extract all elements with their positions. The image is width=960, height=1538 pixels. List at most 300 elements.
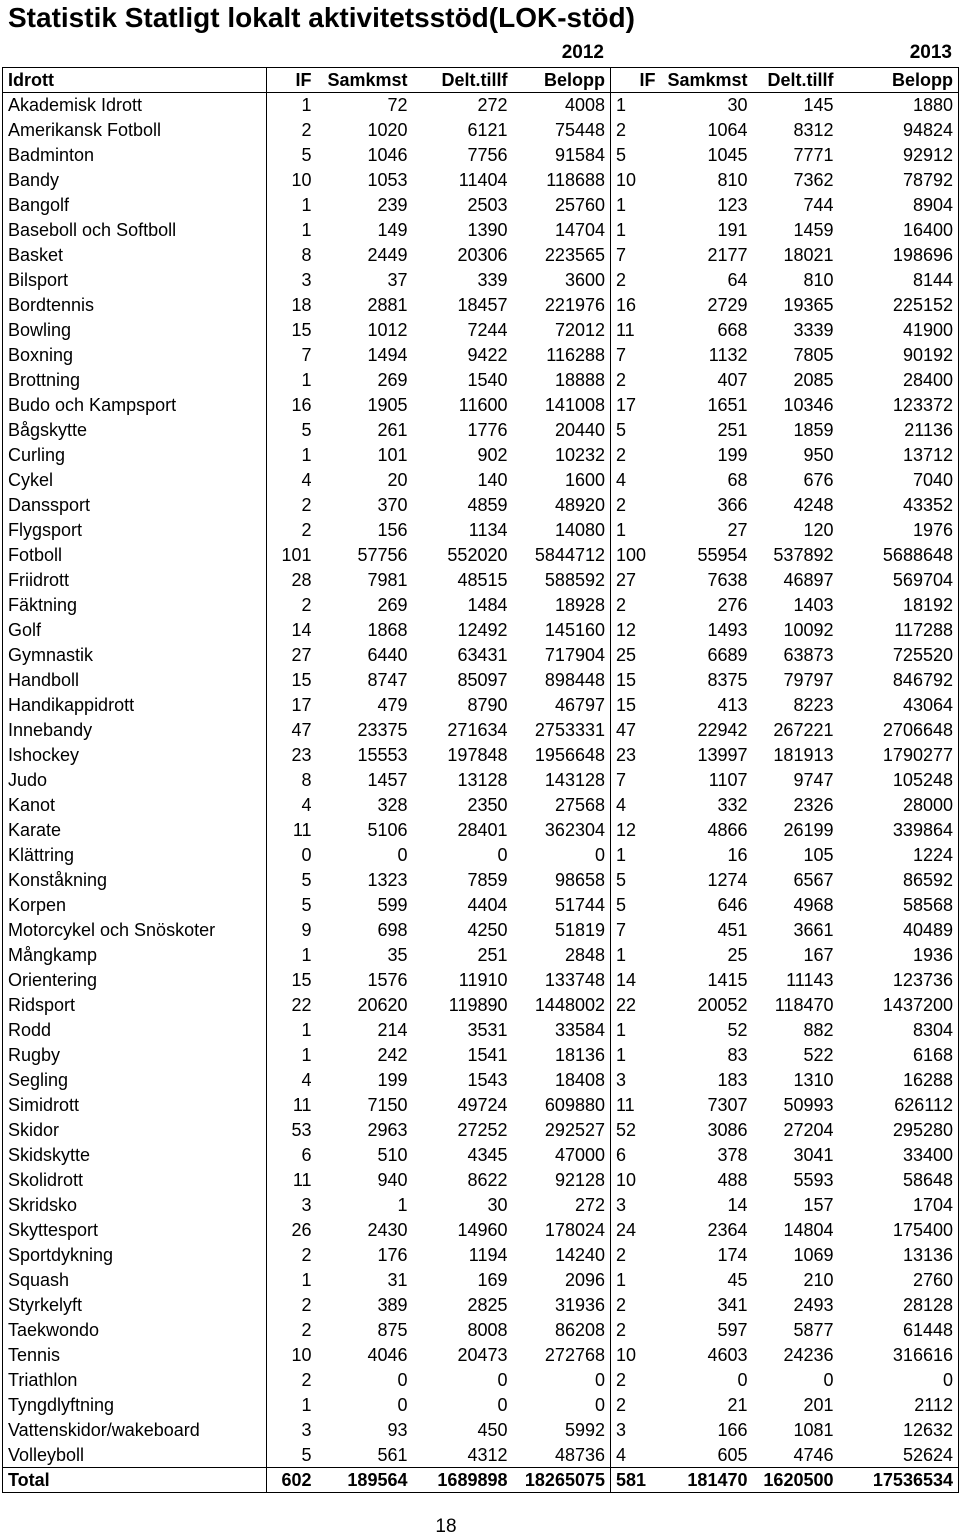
value-cell: 1323 [367,870,408,890]
total-value-cell: 17536534 [839,1468,959,1493]
total-value-cell: 602 [267,1468,317,1493]
value-cell: 902 [477,445,508,465]
table-row [3,768,959,793]
sport-name-cell: Fäktning [3,593,267,618]
value-cell: 2 [616,1245,627,1265]
value-cell: 175400 [839,1218,959,1243]
column-header: Samkmst [661,68,753,93]
value-cell: 1020 [367,120,408,140]
value-cell: 46797 [513,693,611,718]
value-cell: 40489 [839,918,959,943]
value-cell: 1976 [839,518,959,543]
value-cell: 16 [291,395,312,415]
column-header: Delt.tillf [413,68,513,93]
value-cell: 269 [377,370,408,390]
value-cell: 0 [737,1370,748,1390]
value-cell: 10 [616,1170,637,1190]
value-cell: 4 [616,1444,627,1465]
table-row [3,1068,959,1093]
value-cell: 199 [377,1070,408,1090]
value-cell: 1 [301,1020,312,1040]
value-cell: 810 [717,170,748,190]
value-cell: 2350 [467,795,508,815]
table-row [3,418,959,443]
value-cell: 8622 [467,1170,508,1190]
sport-name-cell: Kanot [3,793,267,818]
sport-name-cell: Basket [3,243,267,268]
value-cell: 18021 [783,245,834,265]
value-cell: 1390 [467,220,508,240]
sport-name-cell: Squash [3,1268,267,1293]
value-cell: 41900 [839,318,959,343]
value-cell: 18888 [513,368,611,393]
value-cell: 15553 [357,745,408,765]
sport-name-cell: Friidrott [3,568,267,593]
value-cell: 24236 [783,1345,834,1365]
value-cell: 2 [301,1320,312,1340]
value-cell: 1576 [367,970,408,990]
table-row [3,593,959,618]
table-row [3,1443,959,1468]
value-cell: 145 [803,95,834,116]
value-cell: 2848 [513,943,611,968]
value-cell: 14080 [513,518,611,543]
value-cell: 5 [301,420,312,440]
table-row [3,368,959,393]
value-cell: 43064 [839,693,959,718]
value-cell: 537892 [773,545,834,565]
table-row [3,468,959,493]
table-row [3,393,959,418]
value-cell: 1704 [839,1193,959,1218]
year-2012-label: 2012 [561,42,604,63]
table-row [3,1168,959,1193]
value-cell: 2096 [513,1268,611,1293]
value-cell: 717904 [513,643,611,668]
value-cell: 10092 [783,620,834,640]
value-cell: 8904 [839,193,959,218]
sport-name-cell: Handboll [3,668,267,693]
value-cell: 2729 [707,295,748,315]
column-header: Belopp [513,68,611,93]
value-cell: 1 [301,1045,312,1065]
value-cell: 1493 [707,620,748,640]
value-cell: 11143 [786,970,834,990]
value-cell: 810 [803,270,834,290]
value-cell: 4250 [467,920,508,940]
value-cell: 4345 [467,1145,508,1165]
value-cell: 451 [717,920,748,940]
value-cell: 20473 [457,1345,508,1365]
value-cell: 261 [377,420,408,440]
table-row [3,1418,959,1443]
value-cell: 378 [717,1145,748,1165]
value-cell: 223565 [513,243,611,268]
value-cell: 47 [291,720,312,740]
value-cell: 2825 [467,1295,508,1315]
table-row [3,643,959,668]
table-body [3,93,959,1493]
value-cell: 8312 [793,120,834,140]
value-cell: 362304 [513,818,611,843]
value-cell: 1543 [467,1070,508,1090]
value-cell: 8304 [839,1018,959,1043]
value-cell: 4 [301,1070,312,1090]
value-cell: 7 [616,345,627,365]
table-row [3,1043,959,1068]
table-row [3,818,959,843]
value-cell: 3339 [793,320,834,340]
value-cell: 1132 [708,345,748,365]
value-cell: 197848 [447,745,508,765]
value-cell: 11600 [458,395,508,415]
sport-name-cell: Handikappidrott [3,693,267,718]
value-cell: 3531 [467,1020,508,1040]
table-row [3,793,959,818]
sport-name-cell: Amerikansk Fotboll [3,118,267,143]
value-cell: 599 [377,895,408,915]
value-cell: 16288 [839,1068,959,1093]
value-cell: 1776 [467,420,508,440]
value-cell: 1905 [367,395,408,415]
value-cell: 199 [717,445,748,465]
value-cell: 22 [291,995,312,1015]
value-cell: 597 [717,1320,748,1340]
value-cell: 33584 [513,1018,611,1043]
value-cell: 25 [616,645,637,665]
value-cell: 239 [377,195,408,215]
value-cell: 488 [717,1170,748,1190]
value-cell: 4008 [513,93,611,118]
sport-name-cell: Danssport [3,493,267,518]
value-cell: 1 [616,520,627,540]
value-cell: 7981 [367,570,408,590]
value-cell: 149 [377,220,408,240]
value-cell: 12492 [457,620,508,640]
column-header: Belopp [839,68,959,93]
value-cell: 17 [616,395,637,415]
value-cell: 0 [823,1370,834,1390]
value-cell: 450 [477,1420,508,1440]
value-cell: 48736 [513,1443,611,1468]
year-header [0,40,960,66]
value-cell: 214 [377,1020,408,1040]
value-cell: 72012 [513,318,611,343]
value-cell: 2 [616,495,627,515]
value-cell: 46897 [783,570,834,590]
sport-name-cell: Klättring [3,843,267,868]
table-row [3,1118,959,1143]
value-cell: 11910 [458,970,508,990]
total-label-cell: Total [3,1468,267,1493]
value-cell: 4046 [367,1345,408,1365]
value-cell: 5844712 [513,543,611,568]
sport-name-cell: Bordtennis [3,293,267,318]
sport-name-cell: Rodd [3,1018,267,1043]
value-cell: 16400 [839,218,959,243]
value-cell: 18192 [839,593,959,618]
value-cell: 2 [616,120,627,140]
value-cell: 510 [377,1145,408,1165]
value-cell: 27204 [783,1120,834,1140]
value-cell: 8 [301,245,312,265]
sport-name-cell: Korpen [3,893,267,918]
table-row [3,1093,959,1118]
value-cell: 370 [377,495,408,515]
value-cell: 5 [616,870,627,890]
table-row [3,893,959,918]
sport-name-cell: Bilsport [3,268,267,293]
value-cell: 1448002 [513,993,611,1018]
value-cell: 143128 [513,768,611,793]
column-header: IF [611,68,661,93]
table-row [3,218,959,243]
value-cell: 2 [616,1320,627,1340]
value-cell: 295280 [839,1118,959,1143]
value-cell: 7859 [467,870,508,890]
value-cell: 75448 [513,118,611,143]
sport-name-cell: Bowling [3,318,267,343]
value-cell: 269 [377,595,408,615]
value-cell: 1 [616,945,627,965]
value-cell: 9422 [467,345,508,365]
value-cell: 5 [616,145,627,165]
value-cell: 1459 [793,220,834,240]
value-cell: 57756 [357,545,408,565]
sport-name-cell: Konståkning [3,868,267,893]
value-cell: 5 [616,895,627,915]
value-cell: 7362 [793,170,834,190]
value-cell: 98658 [513,868,611,893]
value-cell: 10232 [513,443,611,468]
value-cell: 26199 [783,820,834,840]
value-cell: 18928 [513,593,611,618]
value-cell: 63431 [457,645,508,665]
value-cell: 105248 [839,768,959,793]
value-cell: 35 [387,945,408,965]
value-cell: 1 [301,220,312,240]
value-cell: 7 [616,245,627,265]
value-cell: 1457 [367,770,408,790]
value-cell: 2 [616,270,627,290]
value-cell: 225152 [839,293,959,318]
value-cell: 271634 [447,720,508,740]
value-cell: 210 [803,1270,834,1290]
value-cell: 10 [291,1345,312,1365]
value-cell: 50993 [783,1095,834,1115]
value-cell: 1484 [467,595,508,615]
value-cell: 0 [497,1395,508,1415]
sport-name-cell: Badminton [3,143,267,168]
table-row [3,868,959,893]
value-cell: 86592 [839,868,959,893]
table-row [3,1218,959,1243]
value-cell: 101 [281,545,312,565]
value-cell: 183 [717,1070,748,1090]
value-cell: 3041 [793,1145,834,1165]
value-cell: 4866 [707,820,748,840]
value-cell: 479 [377,695,408,715]
value-cell: 2 [301,1245,312,1265]
table-row [3,1343,959,1368]
column-header: Idrott [3,68,267,93]
value-cell: 16 [616,295,637,315]
value-cell: 1053 [367,170,408,190]
value-cell: 11 [616,1095,635,1115]
value-cell: 1651 [707,395,748,415]
value-cell: 52 [727,1020,748,1040]
value-cell: 21136 [839,418,959,443]
value-cell: 4 [616,470,627,490]
value-cell: 105 [803,845,834,865]
value-cell: 91584 [513,143,611,168]
value-cell: 6168 [839,1043,959,1068]
table-row [3,93,959,118]
value-cell: 2 [616,1370,627,1390]
value-cell: 668 [717,320,748,340]
value-cell: 2 [301,520,312,540]
table-row [3,193,959,218]
value-cell: 119890 [448,995,508,1015]
value-cell: 1 [397,1195,408,1215]
sport-name-cell: Brottning [3,368,267,393]
value-cell: 141008 [513,393,611,418]
sport-name-cell: Skridsko [3,1193,267,1218]
value-cell: 2430 [367,1220,408,1240]
value-cell: 11 [292,1170,312,1190]
value-cell: 242 [377,1045,408,1065]
column-header: Samkmst [317,68,413,93]
value-cell: 27568 [513,793,611,818]
value-cell: 49724 [457,1095,508,1115]
table-row [3,143,959,168]
value-cell: 3 [301,1195,312,1215]
table-row [3,118,959,143]
value-cell: 93 [387,1420,408,1440]
table-row [3,1018,959,1043]
value-cell: 366 [717,495,748,515]
value-cell: 61448 [839,1318,959,1343]
value-cell: 14960 [457,1220,508,1240]
value-cell: 118688 [513,168,611,193]
value-cell: 605 [717,1444,748,1465]
value-cell: 4312 [467,1444,508,1465]
value-cell: 2 [616,370,627,390]
total-value-cell: 181470 [661,1468,753,1493]
value-cell: 78792 [839,168,959,193]
value-cell: 2112 [839,1393,959,1418]
value-cell: 12 [616,820,637,840]
value-cell: 0 [397,1395,408,1415]
value-cell: 569704 [839,568,959,593]
value-cell: 950 [803,445,834,465]
value-cell: 79797 [783,670,834,690]
value-cell: 2 [301,1295,312,1315]
value-cell: 3600 [513,268,611,293]
value-cell: 14 [727,1195,748,1215]
value-cell: 20440 [513,418,611,443]
value-cell: 4 [616,795,627,815]
value-cell: 11 [292,820,312,840]
value-cell: 20052 [697,995,748,1015]
total-value-cell: 18265075 [513,1468,611,1493]
sport-name-cell: Skidor [3,1118,267,1143]
table-row [3,343,959,368]
value-cell: 176 [377,1245,408,1265]
column-header: IF [267,68,317,93]
sport-name-cell: Akademisk Idrott [3,93,267,118]
value-cell: 8008 [467,1320,508,1340]
value-cell: 1790277 [839,743,959,768]
value-cell: 0 [497,845,508,865]
value-cell: 90192 [839,343,959,368]
value-cell: 5 [301,895,312,915]
column-header-row [3,68,959,93]
value-cell: 0 [301,845,312,865]
value-cell: 68 [727,470,748,490]
value-cell: 1 [616,95,627,116]
value-cell: 1046 [367,145,408,165]
value-cell: 7 [301,345,312,365]
sport-name-cell: Simidrott [3,1093,267,1118]
value-cell: 3 [301,1420,312,1440]
value-cell: 2 [616,1295,627,1315]
value-cell: 13712 [839,443,959,468]
value-cell: 83 [727,1045,748,1065]
table-row [3,518,959,543]
value-cell: 6121 [467,120,508,140]
value-cell: 2881 [367,295,408,315]
page-number: 18 [435,1516,457,1537]
value-cell: 25 [727,945,748,965]
value-cell: 2177 [707,245,748,265]
table-row [3,968,959,993]
sport-name-cell: Gymnastik [3,643,267,668]
sport-name-cell: Vattenskidor/wakeboard [3,1418,267,1443]
value-cell: 1415 [707,970,748,990]
value-cell: 92128 [513,1168,611,1193]
value-cell: 10346 [783,395,834,415]
value-cell: 328 [377,795,408,815]
table-row [3,543,959,568]
value-cell: 116288 [513,343,611,368]
value-cell: 156 [377,520,408,540]
table-row [3,918,959,943]
value-cell: 1224 [839,843,959,868]
sport-name-cell: Golf [3,618,267,643]
table-row [3,1193,959,1218]
value-cell: 7244 [467,320,508,340]
value-cell: 2753331 [513,718,611,743]
value-cell: 12632 [839,1418,959,1443]
value-cell: 316616 [839,1343,959,1368]
value-cell: 51819 [513,918,611,943]
value-cell: 1 [301,1395,312,1415]
value-cell: 27 [616,570,637,590]
value-cell: 1310 [793,1070,834,1090]
value-cell: 1134 [468,520,508,540]
value-cell: 4859 [467,495,508,515]
value-cell: 1107 [708,770,748,790]
value-cell: 2 [616,595,627,615]
value-cell: 178024 [513,1218,611,1243]
value-cell: 8144 [839,268,959,293]
value-cell: 339864 [839,818,959,843]
value-cell: 5 [301,145,312,165]
value-cell: 882 [803,1020,834,1040]
value-cell: 0 [513,843,611,868]
value-cell: 19365 [783,295,834,315]
